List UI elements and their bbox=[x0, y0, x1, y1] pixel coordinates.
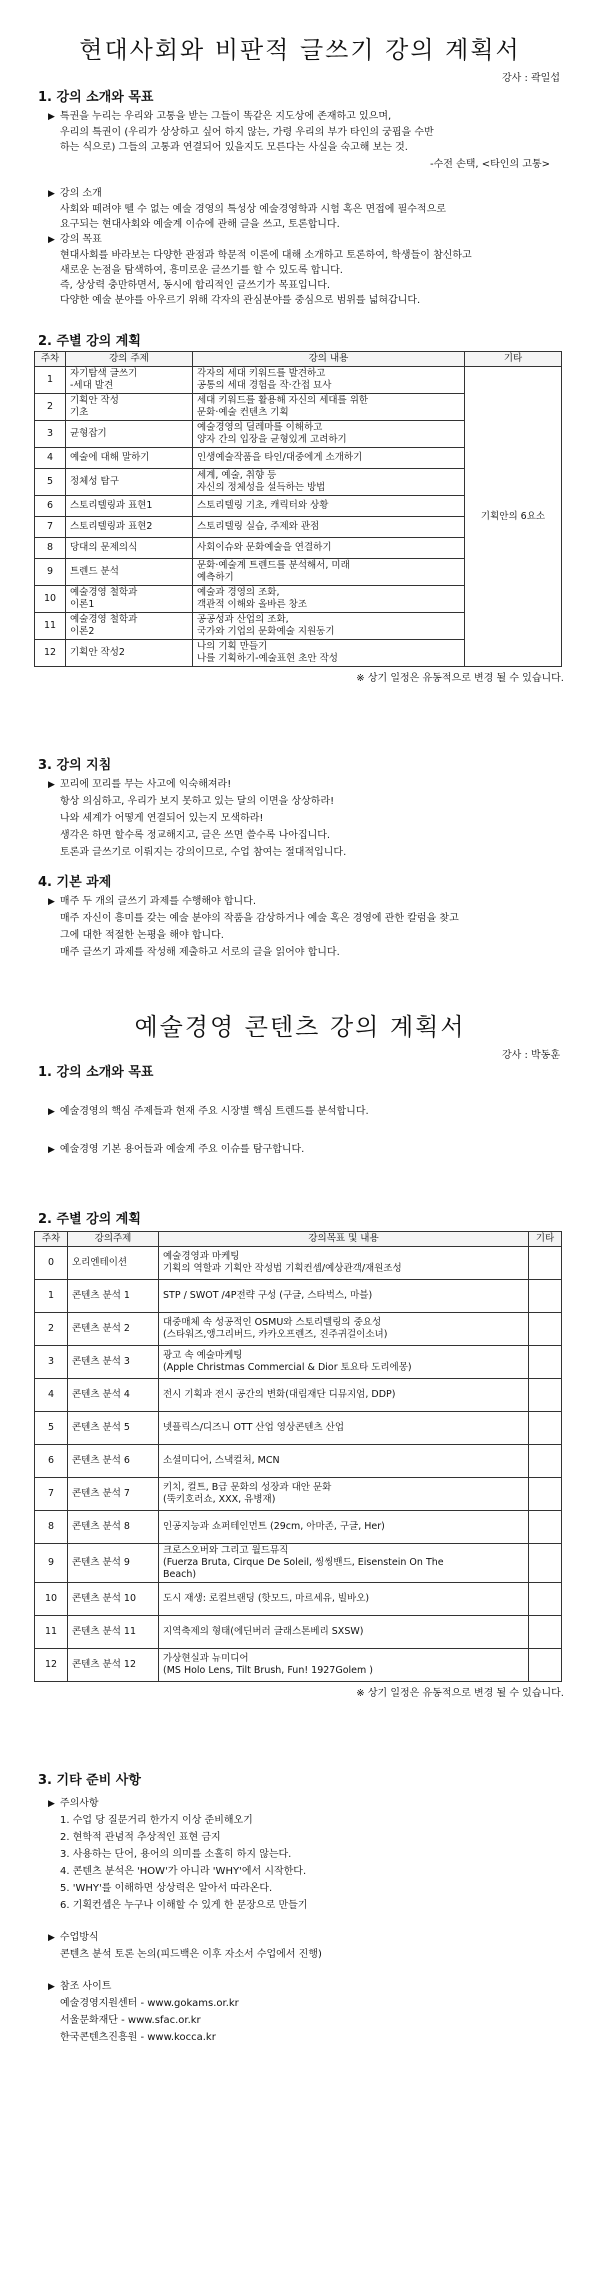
week-cell: 8 bbox=[35, 1511, 68, 1544]
week-cell: 10 bbox=[35, 1583, 68, 1616]
topic-cell: 정체성 탐구 bbox=[66, 469, 193, 496]
topic-cell: 콘텐츠 분석 6 bbox=[68, 1445, 159, 1478]
content-cell: 공공성과 산업의 조화, 국가와 기업의 문화예술 지원동기 bbox=[193, 613, 465, 640]
doc2-sec1-heading: 1. 강의 소개와 목표 bbox=[38, 1065, 154, 1080]
doc2-note: 4. 콘텐츠 분석은 'HOW'가 아니라 'WHY'에서 시작한다. bbox=[60, 1866, 307, 1877]
doc1-goal-line: 즉, 상상력 충만하면서, 동시에 합리적인 글쓰기가 목표입니다. bbox=[60, 280, 331, 291]
doc2-notes-label: ▶ 주의사항 bbox=[48, 1796, 600, 1812]
week-cell: 5 bbox=[35, 469, 66, 496]
doc1-guideline: 토론과 글쓰기로 이뤄지는 강의이므로, 수업 참여는 절대적입니다. bbox=[60, 847, 347, 858]
week-cell: 6 bbox=[35, 1445, 68, 1478]
week-cell: 5 bbox=[35, 1412, 68, 1445]
week-cell: 11 bbox=[35, 613, 66, 640]
doc1-assignment: 매주 자신이 흥미를 갖는 예술 분야의 작품을 감상하거나 예술 혹은 경영에 관한 칼럼을 찾고 bbox=[60, 913, 459, 924]
topic-cell: 콘텐츠 분석 12 bbox=[68, 1649, 159, 1682]
other-cell bbox=[529, 1445, 562, 1478]
content-cell: 스토리텔링 기초, 캐릭터와 상황 bbox=[193, 496, 465, 517]
topic-cell: 스토리텔링과 표현2 bbox=[66, 517, 193, 538]
doc2-intro: ▶ 예술경영 기본 용어들과 예술계 주요 이슈를 탐구합니다. bbox=[48, 1142, 600, 1158]
triangle-bullet-icon: ▶ bbox=[48, 1982, 55, 1992]
other-cell bbox=[529, 1511, 562, 1544]
topic-cell: 콘텐츠 분석 4 bbox=[68, 1379, 159, 1412]
content-cell: 넷플릭스/디즈니 OTT 산업 영상콘텐츠 산업 bbox=[159, 1412, 529, 1445]
content-cell: 소셜미디어, 스낵컬처, MCN bbox=[159, 1445, 529, 1478]
table-row bbox=[35, 1445, 562, 1478]
content-cell: 사회이슈와 문화예술을 연결하기 bbox=[193, 538, 465, 559]
doc2-note: 2. 현학적 관념적 추상적인 표현 금지 bbox=[60, 1832, 221, 1843]
doc1-goal-line: 새로운 논점을 탐색하여, 흥미로운 글쓰기를 할 수 있도록 합니다. bbox=[60, 265, 343, 276]
content-cell: 가상현실과 뉴미디어 (MS Holo Lens, Tilt Brush, Fun! 1927Golem ) bbox=[159, 1649, 529, 1682]
doc2-method-label: ▶ 수업방식 bbox=[48, 1930, 600, 1946]
content-cell: 문화·예술계 트렌드를 분석해서, 미래 예측하기 bbox=[193, 559, 465, 586]
table-row bbox=[35, 1649, 562, 1682]
other-cell bbox=[529, 1379, 562, 1412]
doc1-quote: ▶ 특권을 누리는 우리와 고통을 받는 그들이 똑같은 지도상에 존재하고 있으며, bbox=[48, 109, 600, 125]
topic-cell: 스토리텔링과 표현1 bbox=[66, 496, 193, 517]
doc1-guideline: ▶ 꼬리에 꼬리를 무는 사고에 익숙해져라! bbox=[48, 777, 600, 793]
content-cell: 지역축제의 형태(에딘버러 글래스톤베리 SXSW) bbox=[159, 1616, 529, 1649]
other-cell bbox=[529, 1478, 562, 1511]
other-cell bbox=[529, 1583, 562, 1616]
table-row bbox=[35, 1247, 562, 1280]
content-cell: 예술경영의 딜레마를 이해하고 양자 간의 입장을 균형있게 고려하기 bbox=[193, 421, 465, 448]
doc1-title: 현대사회와 비판적 글쓰기 강의 계획서 bbox=[79, 36, 521, 64]
doc1-quote-line: 하는 식으로) 그들의 고통과 연결되어 있을지도 모른다는 사실을 숙고해 보는 것. bbox=[60, 142, 408, 153]
content-cell: STP / SWOT /4P전략 구성 (구글, 스타벅스, 마블) bbox=[159, 1280, 529, 1313]
table-row bbox=[35, 1379, 562, 1412]
other-cell bbox=[529, 1280, 562, 1313]
week-cell: 12 bbox=[35, 640, 66, 667]
triangle-bullet-icon: ▶ bbox=[48, 1933, 55, 1943]
doc1-lecturer: 강사 : 곽일섭 bbox=[501, 73, 560, 84]
col-header: 강의 내용 bbox=[193, 352, 465, 367]
doc2-sec3-heading: 3. 기타 준비 사항 bbox=[38, 1773, 141, 1788]
doc2-method-text: 콘텐츠 분석 토론 논의(피드백은 이후 자소서 수업에서 진행) bbox=[60, 1949, 322, 1960]
topic-cell: 콘텐츠 분석 2 bbox=[68, 1313, 159, 1346]
doc2-note: 1. 수업 당 질문거리 한가지 이상 준비해오기 bbox=[60, 1815, 253, 1826]
doc1-goal-line: 현대사회를 바라보는 다양한 관점과 학문적 이론에 대해 소개하고 토론하여, 학생들이 참신하고 bbox=[60, 250, 472, 261]
doc1-quote-source: -수전 손택, <타인의 고통> bbox=[429, 159, 550, 170]
doc1-sec1-heading: 1. 강의 소개와 목표 bbox=[38, 90, 154, 105]
doc2-sec2-heading: 2. 주별 강의 계획 bbox=[38, 1212, 141, 1227]
other-cell bbox=[529, 1616, 562, 1649]
table-row bbox=[35, 1313, 562, 1346]
week-cell: 1 bbox=[35, 1280, 68, 1313]
topic-cell: 오리엔테이션 bbox=[68, 1247, 159, 1280]
doc1-guideline: 나와 세계가 어떻게 연결되어 있는지 모색하라! bbox=[60, 813, 264, 824]
content-cell: 크로스오버와 그리고 월드뮤직 (Fuerza Bruta, Cirque De Soleil, 씽씽밴드, Eisenstein On The Beach) bbox=[159, 1544, 529, 1583]
doc2-note: 6. 기획컨셉은 누구나 이해할 수 있게 한 문장으로 만들기 bbox=[60, 1900, 308, 1911]
triangle-bullet-icon: ▶ bbox=[48, 112, 55, 122]
week-cell: 7 bbox=[35, 517, 66, 538]
week-cell: 3 bbox=[35, 421, 66, 448]
content-cell: 예술경영과 마케팅 기획의 역할과 기획안 작성법 기획컨셉/예상관객/재원조성 bbox=[159, 1247, 529, 1280]
doc2-site-link[interactable]: 서울문화재단 - www.sfac.or.kr bbox=[60, 2015, 201, 2026]
topic-cell: 기획안 작성 기초 bbox=[66, 394, 193, 421]
triangle-bullet-icon: ▶ bbox=[48, 235, 55, 245]
doc1-sec2-heading: 2. 주별 강의 계획 bbox=[38, 334, 141, 349]
week-cell: 2 bbox=[35, 394, 66, 421]
doc1-goal-line: 다양한 예술 분야를 아우르기 위해 각자의 관심분야를 중심으로 범위를 넓혀갑니다. bbox=[60, 295, 421, 306]
week-cell: 4 bbox=[35, 448, 66, 469]
doc2-intro: ▶ 예술경영의 핵심 주제들과 현재 주요 시장별 핵심 트렌드를 분석합니다. bbox=[48, 1104, 600, 1120]
doc2-lecturer: 강사 : 박동훈 bbox=[501, 1050, 560, 1061]
topic-cell: 콘텐츠 분석 9 bbox=[68, 1544, 159, 1583]
table-row bbox=[35, 1478, 562, 1511]
doc1-quote-line: 우리의 특권이 (우리가 상상하고 싶어 하지 않는, 가령 우리의 부가 타인의 궁핍을 수반 bbox=[60, 127, 434, 138]
doc1-assignment: 그에 대한 적절한 논평을 해야 합니다. bbox=[60, 930, 224, 941]
other-cell bbox=[529, 1544, 562, 1583]
topic-cell: 예술에 대해 말하기 bbox=[66, 448, 193, 469]
doc1-sec4-heading: 4. 기본 과제 bbox=[38, 875, 112, 890]
doc1-goal-label: ▶ 강의 목표 bbox=[48, 232, 600, 248]
doc1-intro-label: ▶ 강의 소개 bbox=[48, 186, 600, 202]
week-cell: 6 bbox=[35, 496, 66, 517]
doc1-guideline: 항상 의심하고, 우리가 보지 못하고 있는 달의 이면을 상상하라! bbox=[60, 796, 335, 807]
content-cell: 스토리텔링 실습, 주제와 관점 bbox=[193, 517, 465, 538]
topic-cell: 콘텐츠 분석 7 bbox=[68, 1478, 159, 1511]
content-cell: 세대 키워드를 활용해 자신의 세대를 위한 문화·예술 컨텐츠 기획 bbox=[193, 394, 465, 421]
other-cell: 기획안의 6요소 bbox=[465, 367, 562, 667]
table-row bbox=[35, 1511, 562, 1544]
triangle-bullet-icon: ▶ bbox=[48, 897, 55, 907]
doc1-intro-line: 요구되는 현대사회와 예술계 이슈에 관해 글을 쓰고, 토론합니다. bbox=[60, 219, 340, 230]
doc2-site-link[interactable]: 한국콘텐츠진흥원 - www.kocca.kr bbox=[60, 2032, 216, 2043]
col-header: 주차 bbox=[35, 352, 66, 367]
other-cell bbox=[529, 1412, 562, 1445]
doc2-note: 5. 'WHY'를 이해하면 상상력은 알아서 따라온다. bbox=[60, 1883, 273, 1894]
doc2-site-link[interactable]: 예술경영지원센터 - www.gokams.or.kr bbox=[60, 1998, 239, 2009]
col-header: 강의목표 및 내용 bbox=[159, 1232, 529, 1247]
table-row bbox=[35, 1412, 562, 1445]
topic-cell: 자기탐색 글쓰기 -세대 발견 bbox=[66, 367, 193, 394]
doc1-intro-line: 사회와 떼려야 뗄 수 없는 예술 경영의 특성상 예술경영학과 시험 혹은 면접에 필수적으로 bbox=[60, 204, 446, 215]
topic-cell: 트렌드 분석 bbox=[66, 559, 193, 586]
week-cell: 11 bbox=[35, 1616, 68, 1649]
other-cell bbox=[529, 1346, 562, 1379]
week-cell: 9 bbox=[35, 1544, 68, 1583]
week-cell: 12 bbox=[35, 1649, 68, 1682]
week-cell: 7 bbox=[35, 1478, 68, 1511]
triangle-bullet-icon: ▶ bbox=[48, 1107, 55, 1117]
table-row bbox=[35, 1616, 562, 1649]
week-cell: 8 bbox=[35, 538, 66, 559]
col-header: 강의주제 bbox=[68, 1232, 159, 1247]
other-cell bbox=[529, 1313, 562, 1346]
week-cell: 0 bbox=[35, 1247, 68, 1280]
doc1-schedule-table bbox=[34, 351, 562, 667]
topic-cell: 콘텐츠 분석 1 bbox=[68, 1280, 159, 1313]
col-header: 기타 bbox=[465, 352, 562, 367]
week-cell: 2 bbox=[35, 1313, 68, 1346]
content-cell: 인공지능과 쇼퍼테인먼트 (29cm, 아마존, 구글, Her) bbox=[159, 1511, 529, 1544]
triangle-bullet-icon: ▶ bbox=[48, 780, 55, 790]
doc2-title: 예술경영 콘텐츠 강의 계획서 bbox=[134, 1013, 466, 1041]
other-cell bbox=[529, 1247, 562, 1280]
content-cell: 각자의 세대 키워드를 발견하고 공통의 세대 경험을 작·간접 묘사 bbox=[193, 367, 465, 394]
doc1-assignment: 매주 글쓰기 과제를 작성해 제출하고 서로의 글을 읽어야 합니다. bbox=[60, 947, 340, 958]
table-header-row bbox=[35, 352, 562, 367]
table-row bbox=[35, 1544, 562, 1583]
week-cell: 9 bbox=[35, 559, 66, 586]
topic-cell: 균형잡기 bbox=[66, 421, 193, 448]
content-cell: 세계, 예술, 취향 등 자신의 정체성을 설득하는 방법 bbox=[193, 469, 465, 496]
col-header: 주차 bbox=[35, 1232, 68, 1247]
content-cell: 광고 속 예술마케팅 (Apple Christmas Commercial & Dior 토요타 도리에몽) bbox=[159, 1346, 529, 1379]
table-row bbox=[35, 367, 562, 394]
content-cell: 나의 기획 만들기 나를 기획하기-예술표현 초안 작성 bbox=[193, 640, 465, 667]
content-cell: 예술과 경영의 조화, 객관적 이해와 올바른 창조 bbox=[193, 586, 465, 613]
doc2-footnote: ※ 상기 일정은 유동적으로 변경 될 수 있습니다. bbox=[356, 1688, 564, 1699]
doc2-sites-label: ▶ 참조 사이트 bbox=[48, 1979, 600, 1995]
topic-cell: 예술경영 철학과 이론1 bbox=[66, 586, 193, 613]
topic-cell: 콘텐츠 분석 10 bbox=[68, 1583, 159, 1616]
week-cell: 1 bbox=[35, 367, 66, 394]
content-cell: 대중매체 속 성공적인 OSMU와 스토리텔링의 중요성 (스타워즈,앵그리버드, 카카오프렌즈, 진주귀걸이소녀) bbox=[159, 1313, 529, 1346]
topic-cell: 콘텐츠 분석 3 bbox=[68, 1346, 159, 1379]
topic-cell: 콘텐츠 분석 8 bbox=[68, 1511, 159, 1544]
topic-cell: 기획안 작성2 bbox=[66, 640, 193, 667]
table-row bbox=[35, 1583, 562, 1616]
other-cell bbox=[529, 1649, 562, 1682]
week-cell: 4 bbox=[35, 1379, 68, 1412]
doc1-footnote: ※ 상기 일정은 유동적으로 변경 될 수 있습니다. bbox=[356, 673, 564, 684]
doc2-schedule-table bbox=[34, 1231, 562, 1682]
topic-cell: 콘텐츠 분석 5 bbox=[68, 1412, 159, 1445]
triangle-bullet-icon: ▶ bbox=[48, 189, 55, 199]
triangle-bullet-icon: ▶ bbox=[48, 1799, 55, 1809]
doc1-assignment: ▶ 매주 두 개의 글쓰기 과제를 수행해야 합니다. bbox=[48, 894, 600, 910]
content-cell: 도시 재생: 로컬브랜딩 (핫모드, 마르세유, 빌바오) bbox=[159, 1583, 529, 1616]
week-cell: 3 bbox=[35, 1346, 68, 1379]
doc1-guideline: 생각은 하면 할수록 정교해지고, 글은 쓰면 쓸수록 나아집니다. bbox=[60, 830, 331, 841]
week-cell: 10 bbox=[35, 586, 66, 613]
col-header: 강의 주제 bbox=[66, 352, 193, 367]
doc2-note: 3. 사용하는 단어, 용어의 의미를 소홀히 하지 않는다. bbox=[60, 1849, 292, 1860]
topic-cell: 예술경영 철학과 이론2 bbox=[66, 613, 193, 640]
content-cell: 전시 기획과 전시 공간의 변화(대림재단 디뮤지엄, DDP) bbox=[159, 1379, 529, 1412]
table-row bbox=[35, 1346, 562, 1379]
topic-cell: 당대의 문제의식 bbox=[66, 538, 193, 559]
doc1-sec3-heading: 3. 강의 지침 bbox=[38, 758, 112, 773]
content-cell: 인생예술작품을 타인/대중에게 소개하기 bbox=[193, 448, 465, 469]
content-cell: 키치, 컬트, B급 문화의 성장과 대안 문화 (뚝키호러쇼, XXX, 유병재) bbox=[159, 1478, 529, 1511]
table-header-row bbox=[35, 1232, 562, 1247]
col-header: 기타 bbox=[529, 1232, 562, 1247]
topic-cell: 콘텐츠 분석 11 bbox=[68, 1616, 159, 1649]
table-row bbox=[35, 1280, 562, 1313]
triangle-bullet-icon: ▶ bbox=[48, 1145, 55, 1155]
